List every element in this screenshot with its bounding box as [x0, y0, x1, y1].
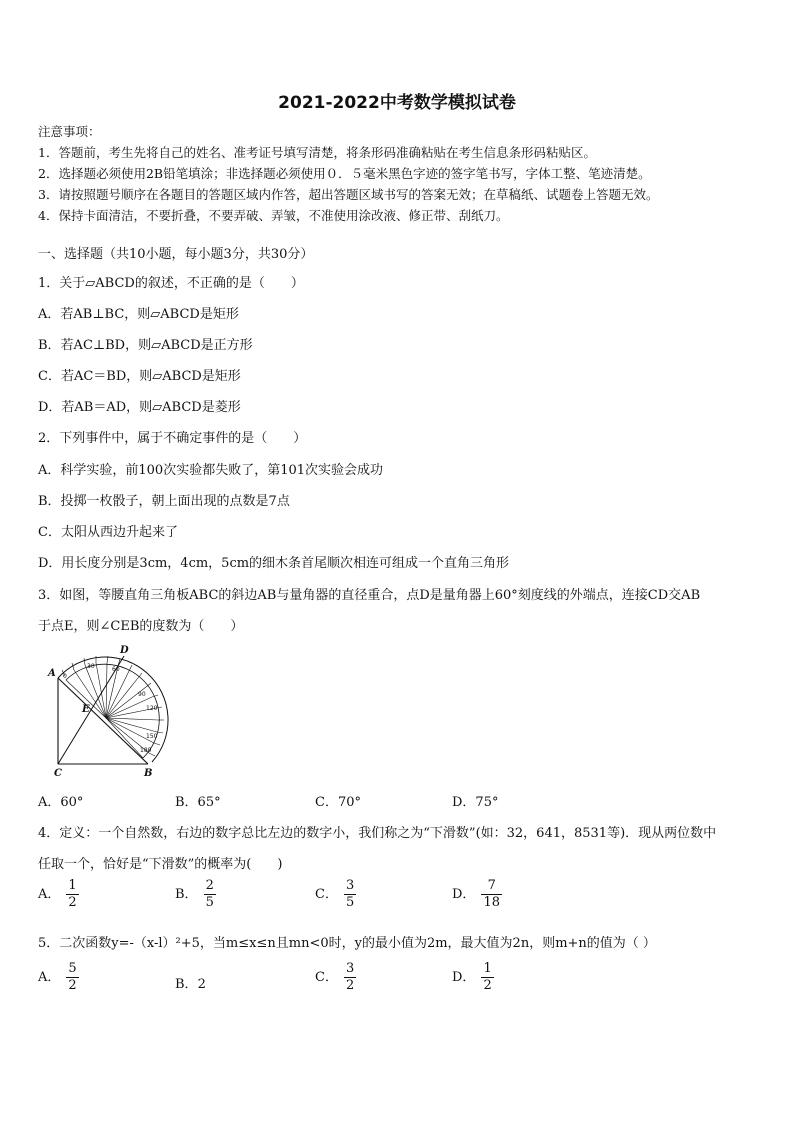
- q5-option-c: [315, 961, 356, 994]
- label-a: A: [48, 668, 56, 679]
- option-label: C．: [315, 887, 338, 902]
- option-label: D．: [452, 970, 476, 985]
- q1-option-c: C．若AC＝BD，则▱ABCD是矩形: [38, 369, 241, 384]
- fraction: $\frac{5}{2}$: [68, 961, 77, 993]
- q4-options: [38, 878, 738, 918]
- q5-option-b: [175, 973, 206, 992]
- q2-option-d: D．用长度分别是3cm，4cm，5cm的细木条首尾顺次相连可组成一个直角三角形: [38, 556, 510, 571]
- option-label: B．: [175, 977, 198, 992]
- scale-0: 0: [63, 673, 67, 680]
- q5-option-d: [452, 961, 494, 994]
- figure-svg: [40, 640, 190, 780]
- option-value: 2: [197, 977, 206, 992]
- fraction: $\frac{3}{2}$: [345, 961, 355, 993]
- q3-option-a: A．60°: [38, 795, 84, 810]
- notice-heading: 注意事项：: [38, 124, 101, 139]
- q3-option-d: D．75°: [452, 795, 499, 810]
- q1-option-b: B．若AC⊥BD，则▱ABCD是正方形: [38, 338, 253, 353]
- q5-option-a: [38, 961, 79, 994]
- q4-option-d: [452, 878, 502, 911]
- q1-option-d: D．若AB＝AD，则▱ABCD是菱形: [38, 400, 241, 415]
- notice-block: [38, 121, 768, 226]
- scale-120: 120: [146, 705, 158, 712]
- scale-180: 180: [140, 747, 152, 754]
- q5-stem: 5．二次函数y=-（x-l）²+5，当m≤x≤n且mn<0时，y的最小值为2m，最大值为2n，则m+n的值为（ ）: [38, 936, 656, 951]
- fraction: $\frac{1}{2}$: [483, 961, 492, 993]
- option-label: A．: [38, 970, 61, 985]
- protractor-radials: [66, 663, 158, 758]
- q3-option-c: C．70°: [315, 795, 361, 810]
- notice-item: 3．请按照题号顺序在各题目的答题区域内作答，超出答题区域书写的答案无效；在草稿纸、试题卷上答题无效。: [38, 187, 659, 202]
- page-title: 2021-2022中考数学模拟试卷: [278, 93, 516, 113]
- q2-option-a: A．科学实验，前100次实验都失败了，第101次实验会成功: [38, 463, 384, 478]
- option-label: B．: [175, 887, 198, 902]
- q4-option-c: [315, 878, 356, 911]
- q3-options: [38, 791, 738, 809]
- label-e: E: [82, 704, 90, 715]
- q4-stem-line1: 4．定义：一个自然数，右边的数字总比左边的数字小，我们称之为“下滑数”(如：32，641，8531等)．现从两位数中: [38, 826, 717, 841]
- scale-150: 150: [146, 733, 158, 740]
- scale-30: 30: [87, 663, 95, 670]
- label-d: D: [120, 645, 129, 656]
- option-label: A．: [38, 887, 61, 902]
- fraction: $\frac{2}{5}$: [205, 878, 214, 910]
- q2-option-b: B．投掷一枚骰子，朝上面出现的点数是7点: [38, 494, 290, 509]
- q3-stem-line2: 于点E，则∠CEB的度数为（ ）: [38, 619, 244, 634]
- protractor-triangle-figure: [40, 640, 190, 780]
- q2-option-c: C．太阳从西边升起来了: [38, 525, 178, 540]
- notice-item: 4．保持卡面清洁，不要折叠，不要弄破、弄皱，不准使用涂改液、修正带、刮纸刀。: [38, 208, 509, 223]
- scale-90: 90: [138, 691, 146, 698]
- q1-option-a: A．若AB⊥BC，则▱ABCD是矩形: [38, 307, 239, 322]
- q4-option-a: [38, 878, 79, 911]
- q3-option-b: B．65°: [175, 795, 221, 810]
- section-heading: 一、选择题（共10小题，每小题3分，共30分）: [38, 247, 314, 262]
- notice-item: 1．答题前，考生先将自己的姓名、准考证号填写清楚，将条形码准确粘贴在考生信息条形码粘贴区。: [38, 145, 596, 160]
- label-c: C: [54, 768, 62, 779]
- q1-stem: 1．关于▱ABCD的叙述，不正确的是（ ）: [38, 276, 304, 291]
- fraction: $\frac{7}{18}$: [483, 878, 500, 910]
- q3-stem-line1: 3．如图，等腰直角三角板ABC的斜边AB与量角器的直径重合，点D是量角器上60°刻度线的外端点，连接CD交AB: [38, 588, 701, 603]
- notice-item: 2．选择题必须使用2B铅笔填涂；非选择题必须使用０．５毫米黑色字迹的签字笔书写，字体工整、笔迹清楚。: [38, 166, 651, 181]
- fraction: $\frac{3}{5}$: [345, 878, 355, 910]
- option-label: D．: [452, 887, 476, 902]
- scale-60: 60: [112, 666, 120, 673]
- q2-stem: 2．下列事件中，属于不确定事件的是（ ）: [38, 431, 307, 446]
- fraction: $\frac{1}{2}$: [68, 878, 77, 910]
- q4-option-b: [175, 878, 216, 911]
- q4-stem-line2: 任取一个，恰好是“下滑数”的概率为( ): [38, 857, 283, 872]
- q5-options: [38, 961, 738, 1001]
- label-b: B: [144, 768, 153, 779]
- option-label: C．: [315, 970, 338, 985]
